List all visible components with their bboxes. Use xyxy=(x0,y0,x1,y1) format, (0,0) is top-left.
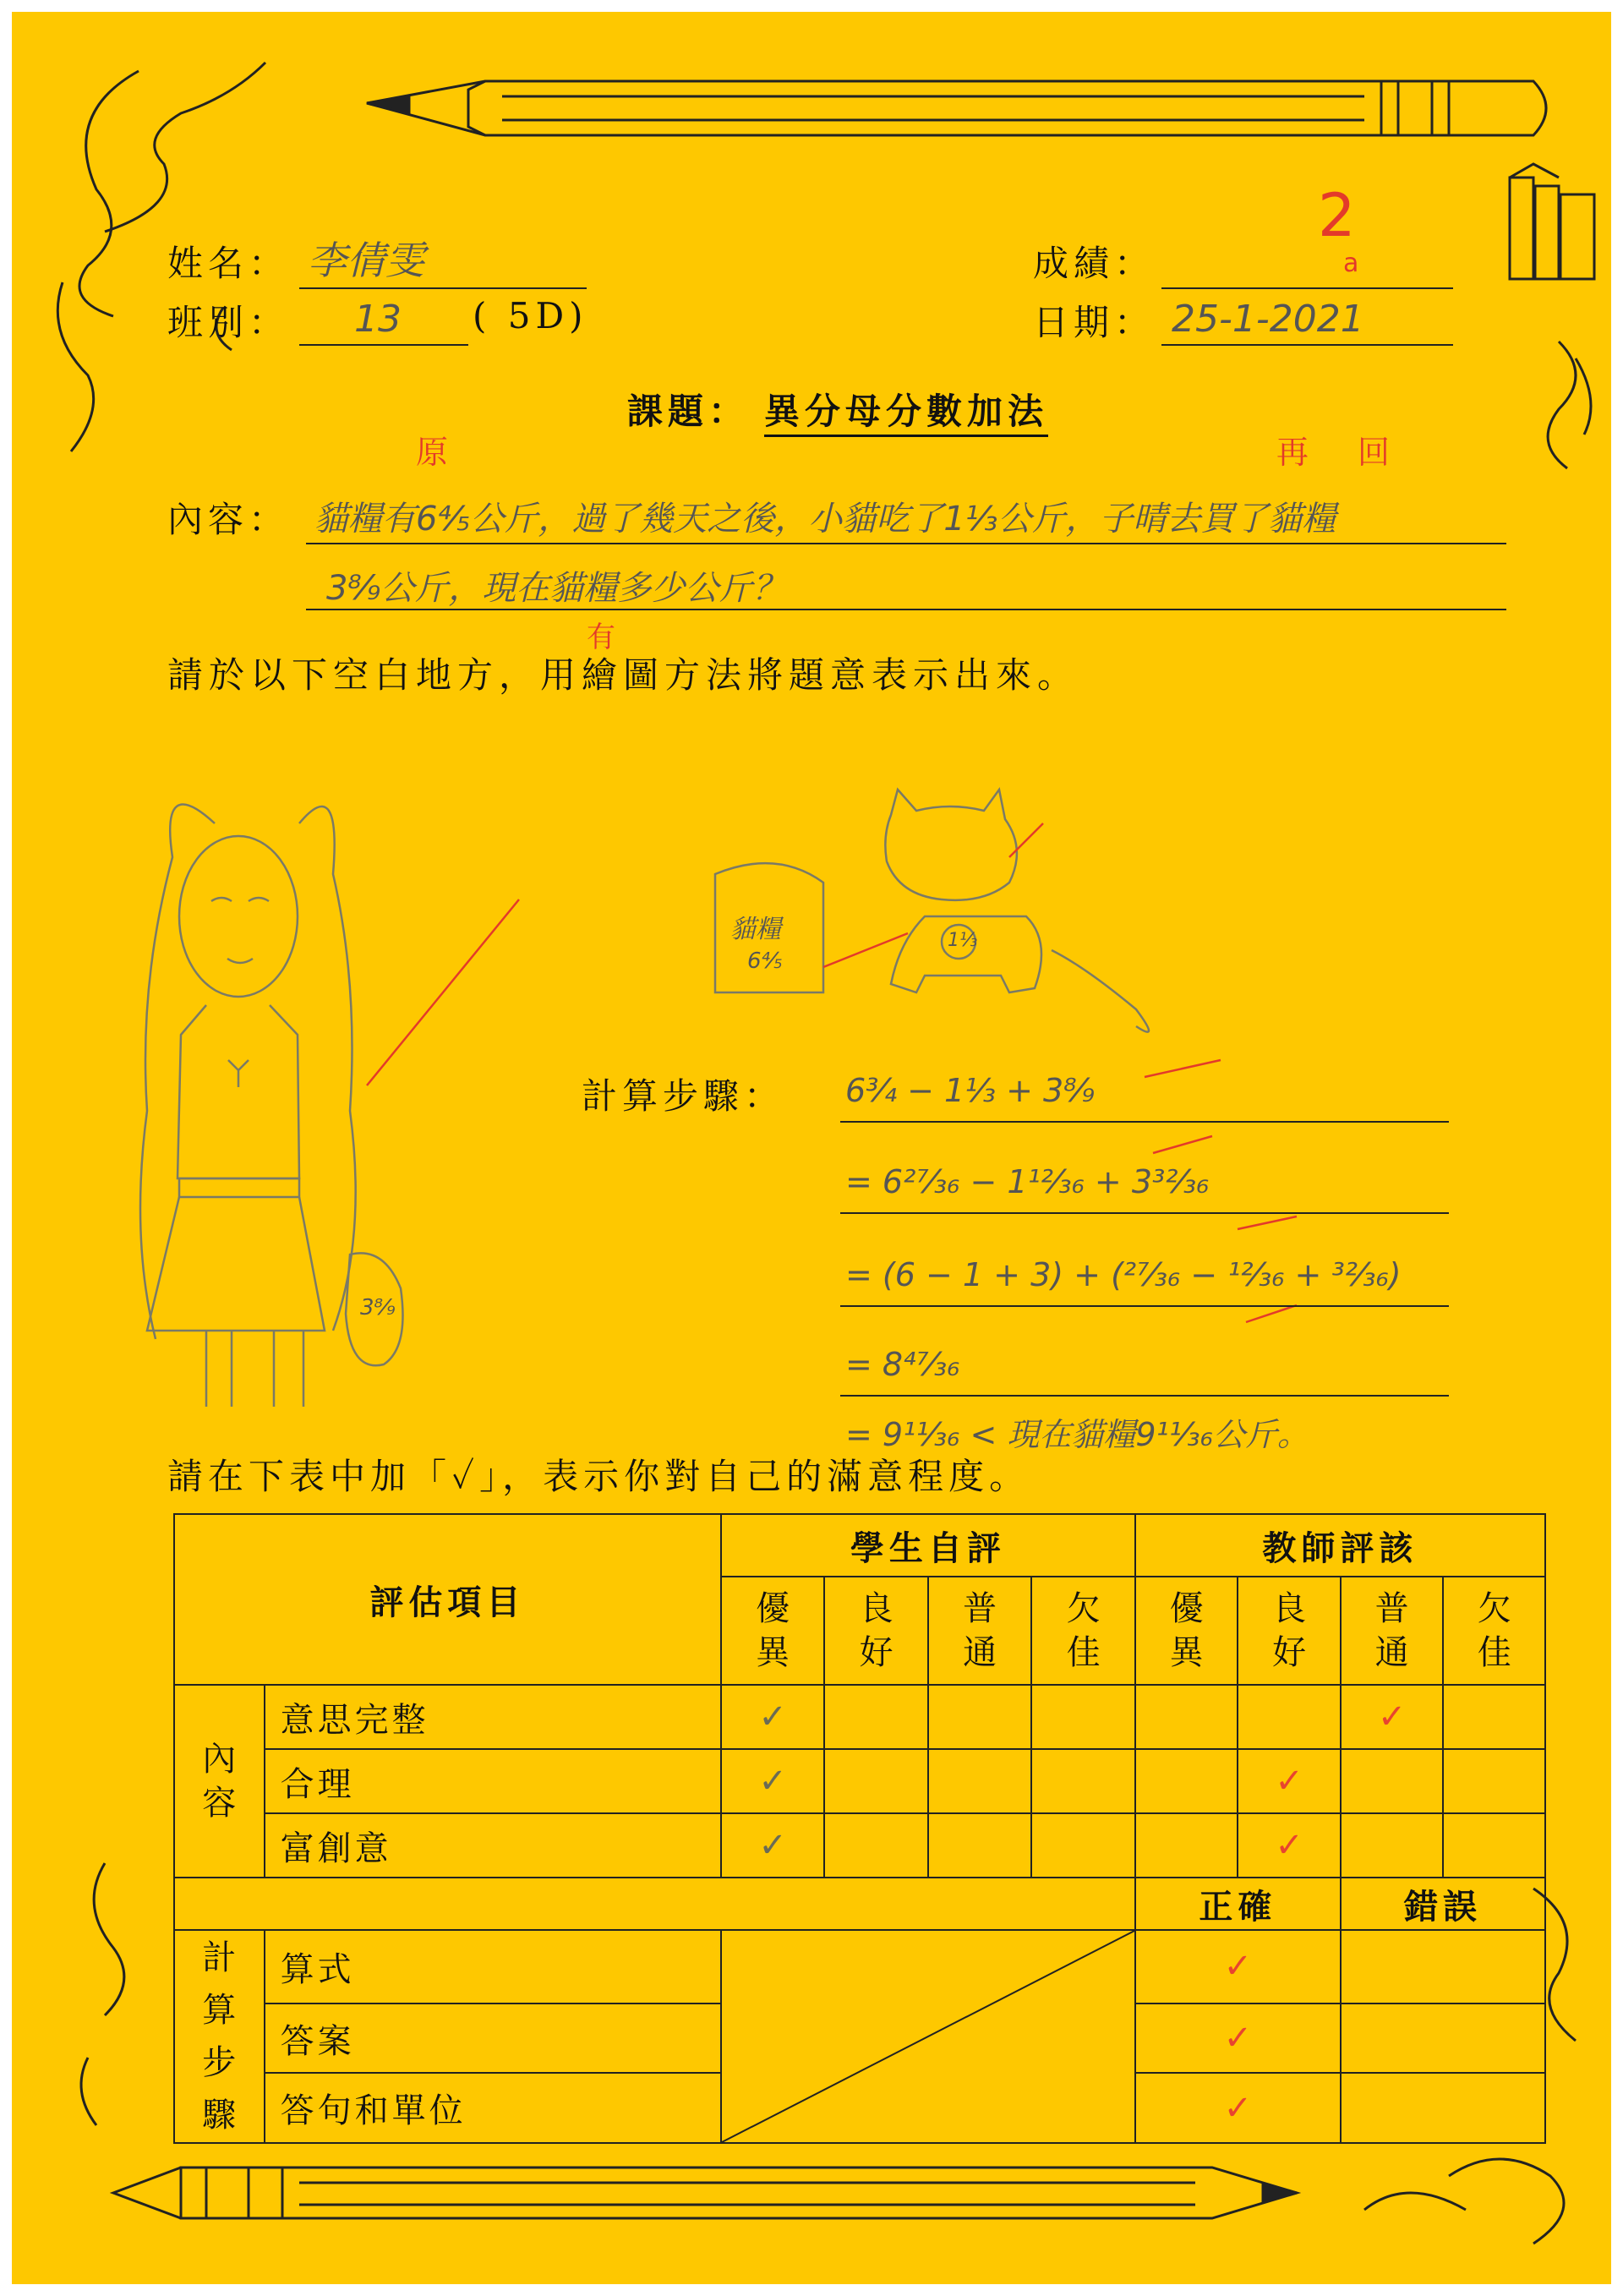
level-char: 普 xyxy=(1374,1589,1409,1628)
check-cell[interactable]: ✓ xyxy=(1135,2073,1341,2143)
check-cell[interactable]: ✓ xyxy=(721,1749,825,1813)
drawing-instruction: 請於以下空白地方，用繪圖方法將題意表示出來。 xyxy=(167,654,1079,696)
check-cell[interactable]: ✓ xyxy=(1238,1749,1341,1813)
score-sub: a xyxy=(1343,249,1359,278)
level-char: 普 xyxy=(963,1589,997,1628)
content-label: 內容： xyxy=(167,499,290,540)
check-cell[interactable] xyxy=(1341,1749,1444,1813)
level-cell xyxy=(1443,1577,1545,1685)
check-cell[interactable] xyxy=(1341,1813,1444,1878)
level-char: 通 xyxy=(963,1633,997,1672)
row-label: 答案 xyxy=(265,2004,721,2074)
red-connector-lines xyxy=(367,823,1297,1322)
check-cell[interactable] xyxy=(928,1749,1032,1813)
group2-label xyxy=(174,1930,265,2143)
topic-label: 課題： xyxy=(627,391,750,432)
topic-title: 異分母分數加法 xyxy=(764,384,1048,437)
level-char: 異 xyxy=(756,1633,790,1672)
check-cell[interactable] xyxy=(1135,1685,1238,1749)
wrong-header: 錯誤 xyxy=(1341,1878,1545,1930)
level-char: 好 xyxy=(859,1633,893,1672)
teacher-header: 教師評該 xyxy=(1135,1514,1545,1577)
row-label: 算式 xyxy=(265,1930,721,2004)
correction-1: 原 xyxy=(416,434,449,471)
correct-header: 正確 xyxy=(1135,1878,1341,1930)
class-extra: ( 5D) xyxy=(473,295,588,336)
check-cell[interactable]: ✓ xyxy=(1341,1685,1444,1749)
group-char: 容 xyxy=(202,1784,237,1823)
check-cell[interactable] xyxy=(1341,1930,1545,2004)
content-line-1: 貓糧有6⅘公斤，過了幾天之後，小貓吃了1⅓公斤，子晴去買了貓糧 xyxy=(314,500,1336,538)
level-char: 優 xyxy=(756,1589,790,1628)
check-cell[interactable] xyxy=(1031,1685,1135,1749)
level-cell xyxy=(824,1577,928,1685)
calc-line-4 xyxy=(840,1395,1449,1397)
score-label: 成績： xyxy=(1033,243,1156,284)
date-value: 25-1-2021 xyxy=(1172,298,1364,341)
check-cell[interactable] xyxy=(1031,1813,1135,1878)
level-char: 良 xyxy=(859,1589,893,1628)
level-cell xyxy=(1238,1577,1341,1685)
row-label: 富創意 xyxy=(265,1813,721,1878)
calc-label: 計算步驟： xyxy=(582,1075,785,1117)
evaluation-table xyxy=(173,1513,1546,2144)
cat-drawing-icon xyxy=(885,790,1149,1032)
level-char: 良 xyxy=(1272,1589,1307,1628)
group-char: 內 xyxy=(202,1740,237,1779)
check-cell[interactable] xyxy=(1031,1749,1135,1813)
date-label: 日期： xyxy=(1033,302,1156,343)
score-value: 2 xyxy=(1318,181,1356,250)
group1-label xyxy=(174,1685,265,1878)
row-label: 意思完整 xyxy=(265,1685,721,1749)
check-cell[interactable] xyxy=(824,1749,928,1813)
check-cell[interactable] xyxy=(1443,1749,1545,1813)
check-cell[interactable] xyxy=(1341,2004,1545,2074)
level-cell xyxy=(1135,1577,1238,1685)
class-value: 13 xyxy=(354,298,402,341)
check-cell[interactable] xyxy=(1238,1685,1341,1749)
table-row xyxy=(174,1749,1545,1813)
diagonal-cell xyxy=(721,1930,1135,2143)
table-row xyxy=(174,1685,1545,1749)
calc-line-2 xyxy=(840,1212,1449,1214)
level-char: 欠 xyxy=(1477,1589,1511,1628)
worksheet-page xyxy=(12,12,1611,2284)
calc-step-4: = 8⁴⁷⁄₃₆ xyxy=(845,1346,960,1383)
content-line-2: 3⁸⁄₉公斤，現在貓糧多少公斤？ xyxy=(326,569,787,608)
check-cell[interactable]: ✓ xyxy=(1238,1813,1341,1878)
rating-instruction: 請在下表中加「✓」，表示你對自己的滿意程度。 xyxy=(167,1456,1030,1497)
calc-step-5: = 9¹¹⁄₃₆ < 現在貓糧9¹¹⁄₃₆公斤。 xyxy=(845,1416,1309,1453)
table-row xyxy=(174,1930,1545,2004)
check-cell[interactable] xyxy=(1443,1813,1545,1878)
class-label: 班別： xyxy=(167,302,290,343)
calc-step-1: 6¾ − 1⅓ + 3⁸⁄₉ xyxy=(845,1072,1096,1109)
group-char: 步 xyxy=(202,2043,237,2082)
level-cell xyxy=(1031,1577,1135,1685)
check-cell[interactable]: ✓ xyxy=(721,1813,825,1878)
level-char: 優 xyxy=(1169,1589,1204,1628)
row-label: 答句和單位 xyxy=(265,2073,721,2143)
level-char: 通 xyxy=(1374,1633,1409,1672)
calc-line-3 xyxy=(840,1305,1449,1307)
calc-line-1 xyxy=(840,1121,1449,1123)
food-bag-amount: 6⅘ xyxy=(747,948,783,974)
check-cell[interactable] xyxy=(824,1813,928,1878)
level-char: 好 xyxy=(1272,1633,1307,1672)
row-label: 合理 xyxy=(265,1749,721,1813)
name-value: 李倩雯 xyxy=(308,238,424,283)
food-bag-label: 貓糧 xyxy=(730,915,781,944)
check-cell[interactable] xyxy=(824,1685,928,1749)
level-char: 欠 xyxy=(1066,1589,1101,1628)
level-cell xyxy=(1341,1577,1444,1685)
check-cell[interactable] xyxy=(1341,2073,1545,2143)
check-cell[interactable] xyxy=(1135,1813,1238,1878)
blank-cell xyxy=(174,1878,1135,1930)
correction-4: 有 xyxy=(587,620,615,654)
level-char: 異 xyxy=(1169,1633,1204,1672)
diagonal-line xyxy=(722,1931,1134,2142)
student-header: 學生自評 xyxy=(721,1514,1135,1577)
check-cell[interactable]: ✓ xyxy=(721,1685,825,1749)
group-char: 計 xyxy=(202,1938,237,1977)
calc-step-3: = (6 − 1 + 3) + (²⁷⁄₃₆ − ¹²⁄₃₆ + ³²⁄₃₆) xyxy=(845,1256,1402,1293)
check-cell[interactable] xyxy=(1443,1685,1545,1749)
girl-bag-amount: 3⁸⁄₉ xyxy=(360,1295,396,1320)
level-char: 佳 xyxy=(1477,1633,1511,1672)
correction-2: 再 xyxy=(1276,434,1309,471)
check-cell[interactable]: ✓ xyxy=(1135,1930,1341,2004)
group-char: 驟 xyxy=(202,2096,237,2135)
correction-3: 回 xyxy=(1358,434,1391,471)
name-label: 姓名： xyxy=(167,243,290,284)
level-cell xyxy=(721,1577,825,1685)
group-char: 算 xyxy=(202,1991,237,2030)
check-cell[interactable] xyxy=(928,1685,1032,1749)
check-cell[interactable]: ✓ xyxy=(1135,2004,1341,2074)
cat-tag-amount: 1⅓ xyxy=(948,930,978,951)
check-cell[interactable] xyxy=(928,1813,1032,1878)
level-char: 佳 xyxy=(1066,1633,1101,1672)
table-row xyxy=(174,1813,1545,1878)
level-cell xyxy=(928,1577,1032,1685)
calc-step-2: = 6²⁷⁄₃₆ − 1¹²⁄₃₆ + 3³²⁄₃₆ xyxy=(845,1163,1210,1200)
check-cell[interactable] xyxy=(1135,1749,1238,1813)
item-header: 評估項目 xyxy=(174,1514,721,1685)
